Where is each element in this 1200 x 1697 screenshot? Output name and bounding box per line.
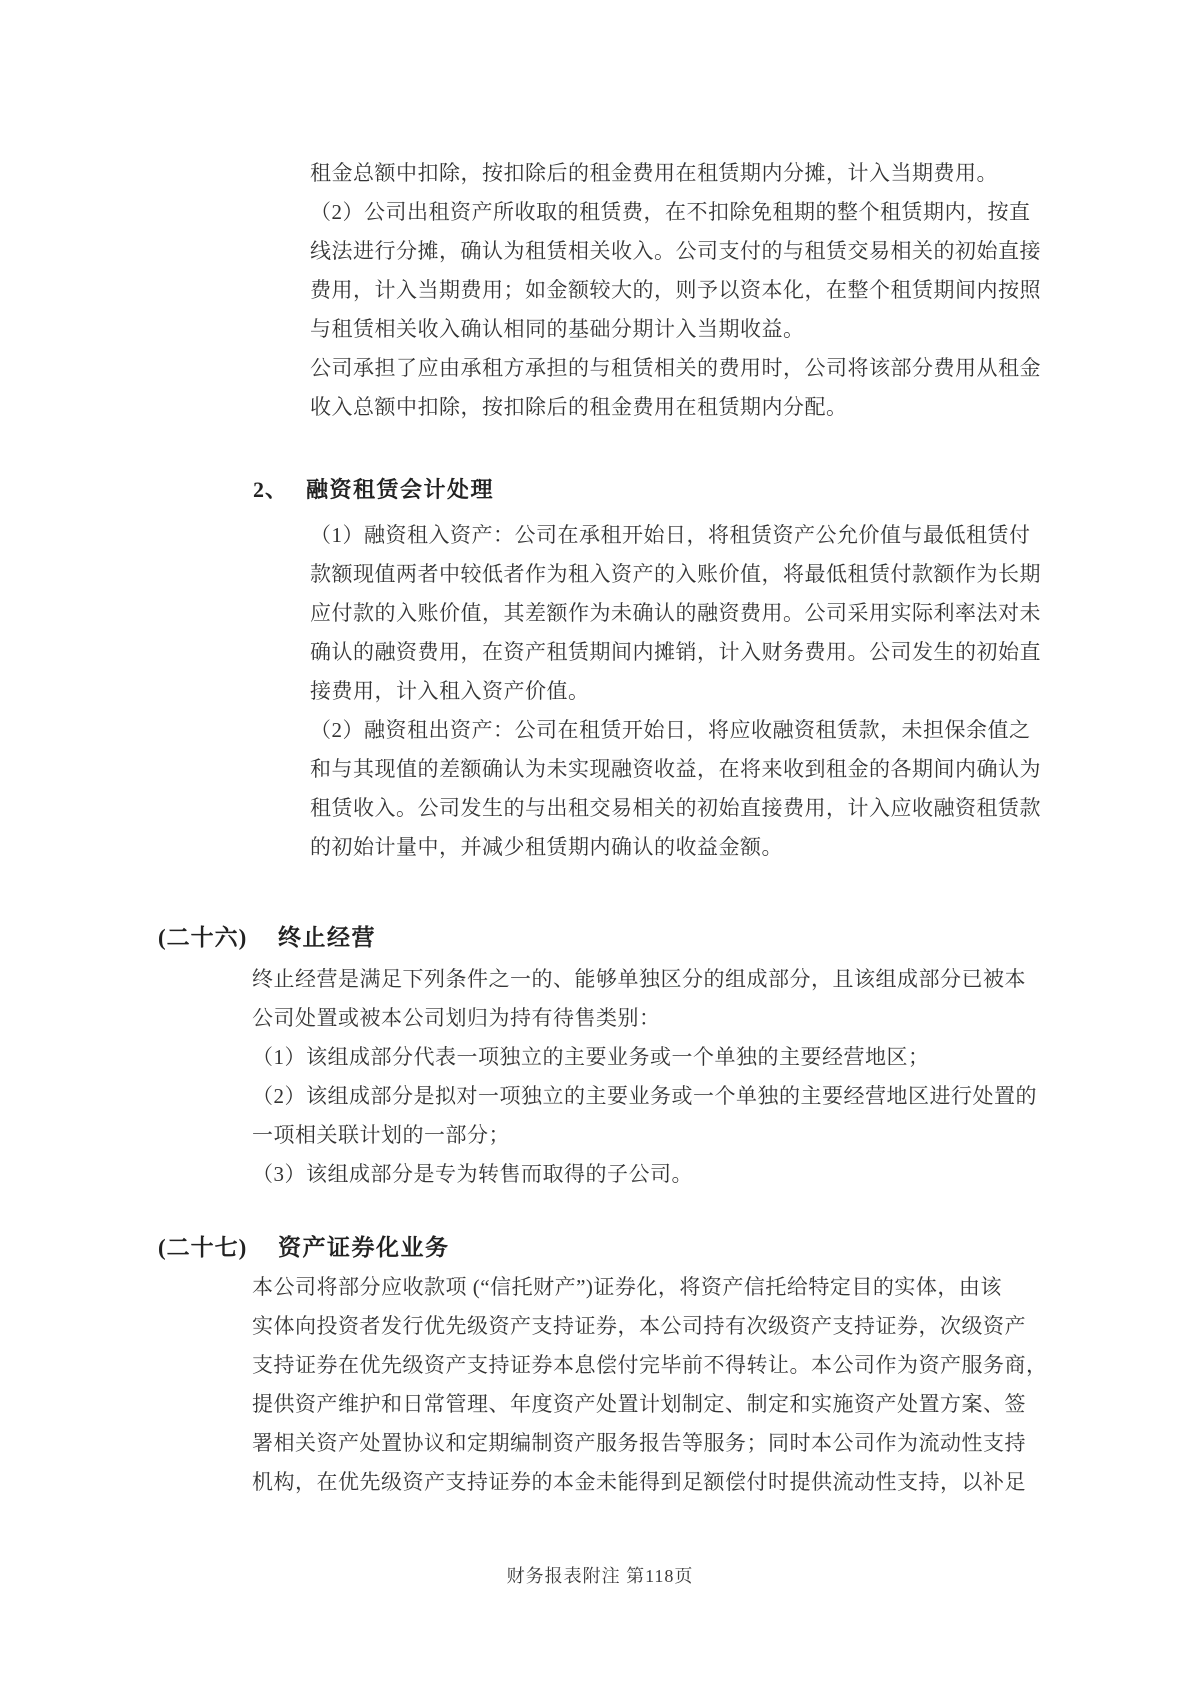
text-line: 款额现值两者中较低者作为租入资产的入账价值，将最低租赁付款额作为长期 (310, 562, 1041, 586)
operating-lease-paragraph (310, 154, 1041, 427)
text-line: 的初始计量中，并减少租赁期内确认的收益金额。 (310, 835, 783, 859)
text-line: 收入总额中扣除，按扣除后的租金费用在租赁期内分配。 (310, 395, 848, 419)
text-line: （2）该组成部分是拟对一项独立的主要业务或一个单独的主要经营地区进行处置的 (252, 1084, 1037, 1108)
text-line: 署相关资产处置协议和定期编制资产服务报告等服务；同时本公司作为流动性支持 (252, 1431, 1026, 1455)
section-heading-securitization (158, 1228, 450, 1267)
finance-lease-paragraph (310, 516, 1041, 867)
text-line: 机构，在优先级资产支持证券的本金未能得到足额偿付时提供流动性支持，以补足 (252, 1470, 1026, 1494)
section-title: 资产证券化业务 (278, 1235, 450, 1260)
text-line: 接费用，计入租入资产价值。 (310, 679, 590, 703)
text-line: 支持证券在优先级资产支持证券本息偿付完毕前不得转让。本公司作为资产服务商， (252, 1353, 1048, 1377)
text-line: （1）该组成部分代表一项独立的主要业务或一个单独的主要经营地区； (252, 1045, 930, 1069)
text-line: （1）融资租入资产：公司在承租开始日，将租赁资产公允价值与最低租赁付 (310, 523, 1031, 547)
section-heading-finance-lease (253, 470, 494, 509)
text-line: 租金总额中扣除，按扣除后的租金费用在租赁期内分摊，计入当期费用。 (310, 161, 998, 185)
text-line: 租赁收入。公司发生的与出租交易相关的初始直接费用，计入应收融资租赁款 (310, 796, 1041, 820)
text-line: 确认的融资费用，在资产租赁期间内摊销，计入财务费用。公司发生的初始直 (310, 640, 1041, 664)
section-title: 终止经营 (278, 925, 376, 950)
section-number: (二十七) (158, 1235, 248, 1260)
text-line: （3）该组成部分是专为转售而取得的子公司。 (252, 1162, 693, 1186)
section-title: 融资租赁会计处理 (306, 477, 495, 502)
text-line: 公司处置或被本公司划归为持有待售类别： (252, 1006, 661, 1030)
text-line: 费用，计入当期费用；如金额较大的，则予以资本化，在整个租赁期间内按照 (310, 278, 1041, 302)
discontinued-operations-paragraph (252, 960, 1037, 1194)
section-heading-discontinued-operations (158, 918, 376, 957)
text-line: 一项相关联计划的一部分； (252, 1123, 510, 1147)
text-line: 实体向投资者发行优先级资产支持证券，本公司持有次级资产支持证券，次级资产 (252, 1314, 1026, 1338)
text-line: 线法进行分摊，确认为租赁相关收入。公司支付的与租赁交易相关的初始直接 (310, 239, 1041, 263)
text-line: 提供资产维护和日常管理、年度资产处置计划制定、制定和实施资产处置方案、签 (252, 1392, 1026, 1416)
text-line: 与租赁相关收入确认相同的基础分期计入当期收益。 (310, 317, 805, 341)
section-number: (二十六) (158, 925, 248, 950)
text-line: 应付款的入账价值，其差额作为未确认的融资费用。公司采用实际利率法对未 (310, 601, 1041, 625)
text-line: 和与其现值的差额确认为未实现融资收益，在将来收到租金的各期间内确认为 (310, 757, 1041, 781)
page-footer: 财务报表附注 第118页 (506, 1566, 694, 1586)
text-line: 终止经营是满足下列条件之一的、能够单独区分的组成部分，且该组成部分已被本 (252, 967, 1026, 991)
securitization-paragraph (252, 1268, 1048, 1502)
text-line: 公司承担了应由承租方承担的与租赁相关的费用时，公司将该部分费用从租金 (310, 356, 1041, 380)
text-line: 本公司将部分应收款项 (“信托财产”)证券化，将资产信托给特定目的实体，由该 (252, 1275, 1002, 1299)
section-number: 2、 (253, 477, 289, 502)
text-line: （2）融资租出资产：公司在租赁开始日，将应收融资租赁款，未担保余值之 (310, 718, 1031, 742)
text-line: （2）公司出租资产所收取的租赁费，在不扣除免租期的整个租赁期内，按直 (310, 200, 1031, 224)
